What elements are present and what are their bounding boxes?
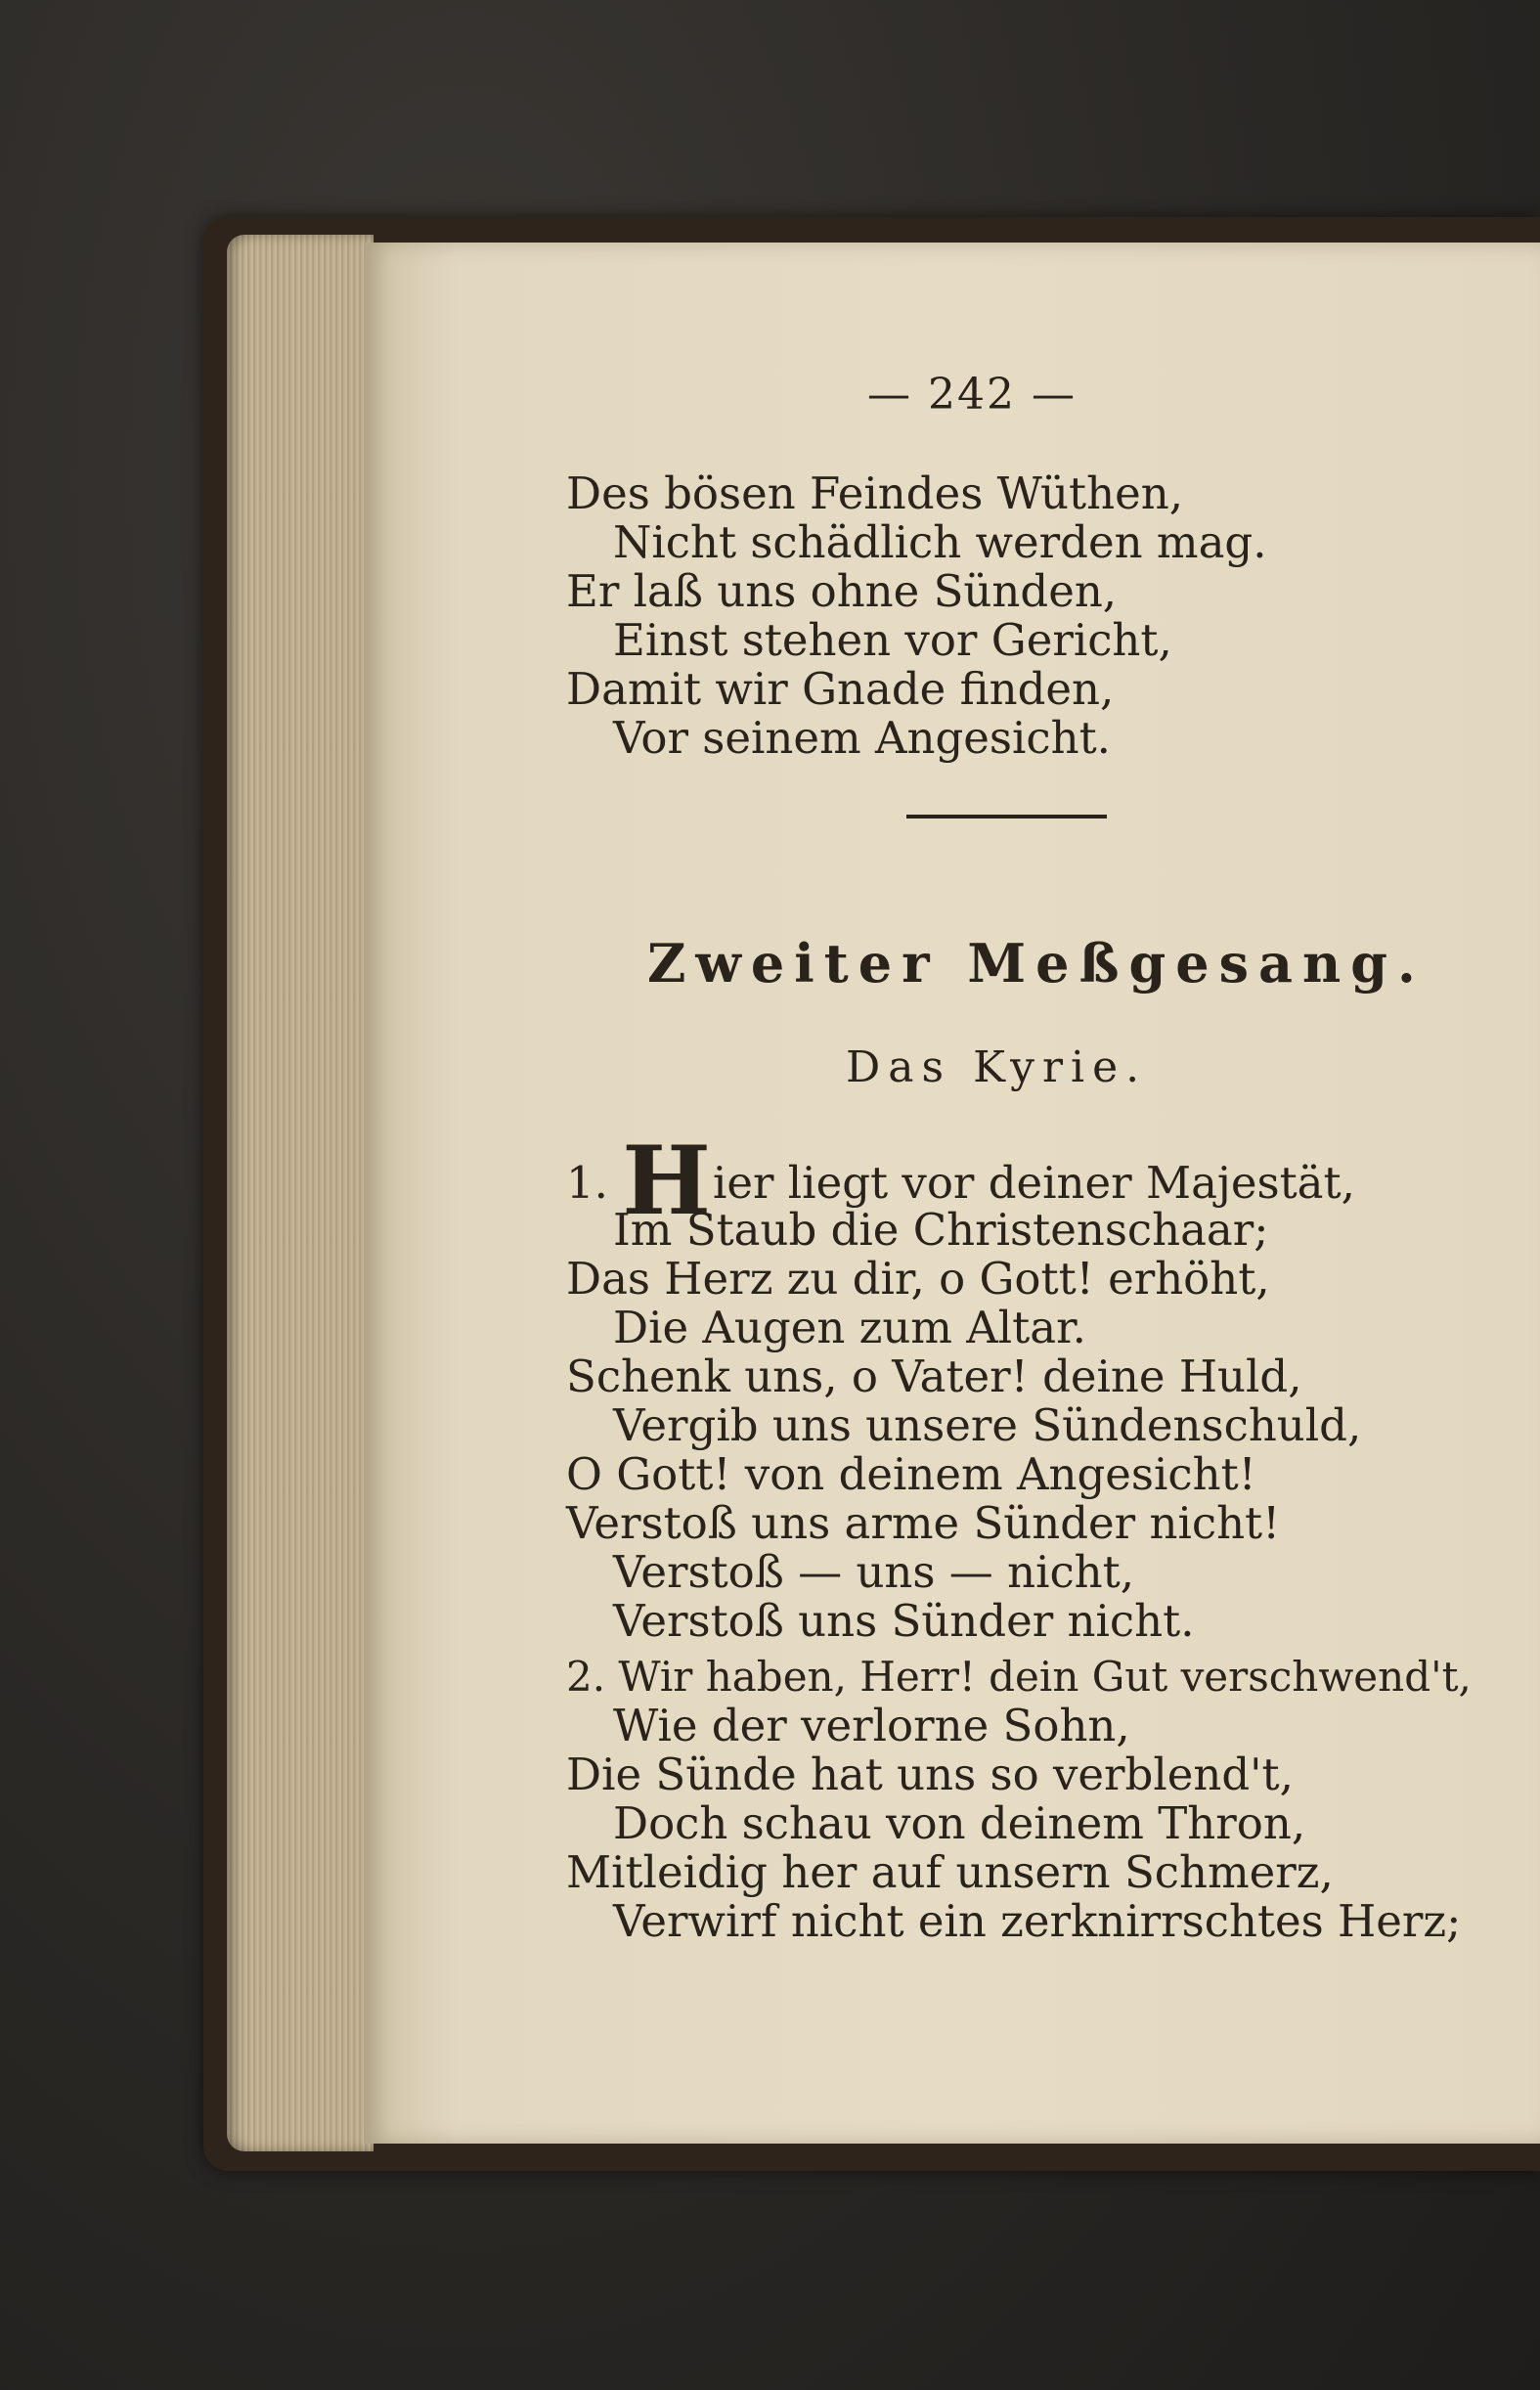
verse-line: Verstoß — uns — nicht, [613,1546,1135,1598]
verse-line: Verwirf nicht ein zerknirrschtes Herz; [613,1895,1462,1947]
book-page [364,243,1540,2144]
verse-line: Schenk uns, o Vater! deine Huld, [566,1350,1302,1402]
verse-line: Einst stehen vor Gericht, [613,614,1172,666]
verse-line: Des bösen Feindes Wüthen, [566,467,1184,519]
verse-line: Im Staub die Christenschaar; [613,1204,1269,1256]
verse-line: Damit wir Gnade finden, [566,663,1115,715]
verse-line: Mitleidig her auf unsern Schmerz, [566,1846,1334,1898]
verse-line: ier liegt vor deiner Majestät, [712,1157,1355,1209]
verse-line: Nicht schädlich werden mag. [613,516,1267,568]
verse-line: 2. Wir haben, Herr! dein Gut verschwend't, [566,1653,1472,1701]
verse-line: Vergib uns unsere Sündenschuld, [613,1399,1362,1451]
verse-line: Er laß uns ohne Sünden, [566,565,1118,617]
verse-line: Die Augen zum Altar. [613,1302,1086,1353]
verse-line: Verstoß uns Sünder nicht. [613,1595,1195,1647]
verse-line: Doch schau von deinem Thron, [613,1797,1306,1849]
verse-line: O Gott! von deinem Angesicht! [566,1448,1256,1500]
verse-number: 1. [566,1157,608,1209]
verse-line: Verstoß uns arme Sünder nicht! [566,1497,1281,1549]
page-text [364,243,1540,2144]
page-number: — 242 — [867,370,1077,420]
section-divider [906,815,1107,819]
section-subtitle: Das Kyrie. [846,1042,1148,1092]
drop-initial: H [622,1126,711,1236]
verse-line: Wie der verlorne Sohn, [613,1700,1130,1751]
verse-line: Das Herz zu dir, o Gott! erhöht, [566,1253,1270,1305]
verse-line: Vor seinem Angesicht. [613,712,1111,764]
section-title: Zweiter Meßgesang. [647,932,1426,995]
verse-line: Die Sünde hat uns so verblend't, [566,1748,1294,1800]
page-edges [227,235,374,2151]
